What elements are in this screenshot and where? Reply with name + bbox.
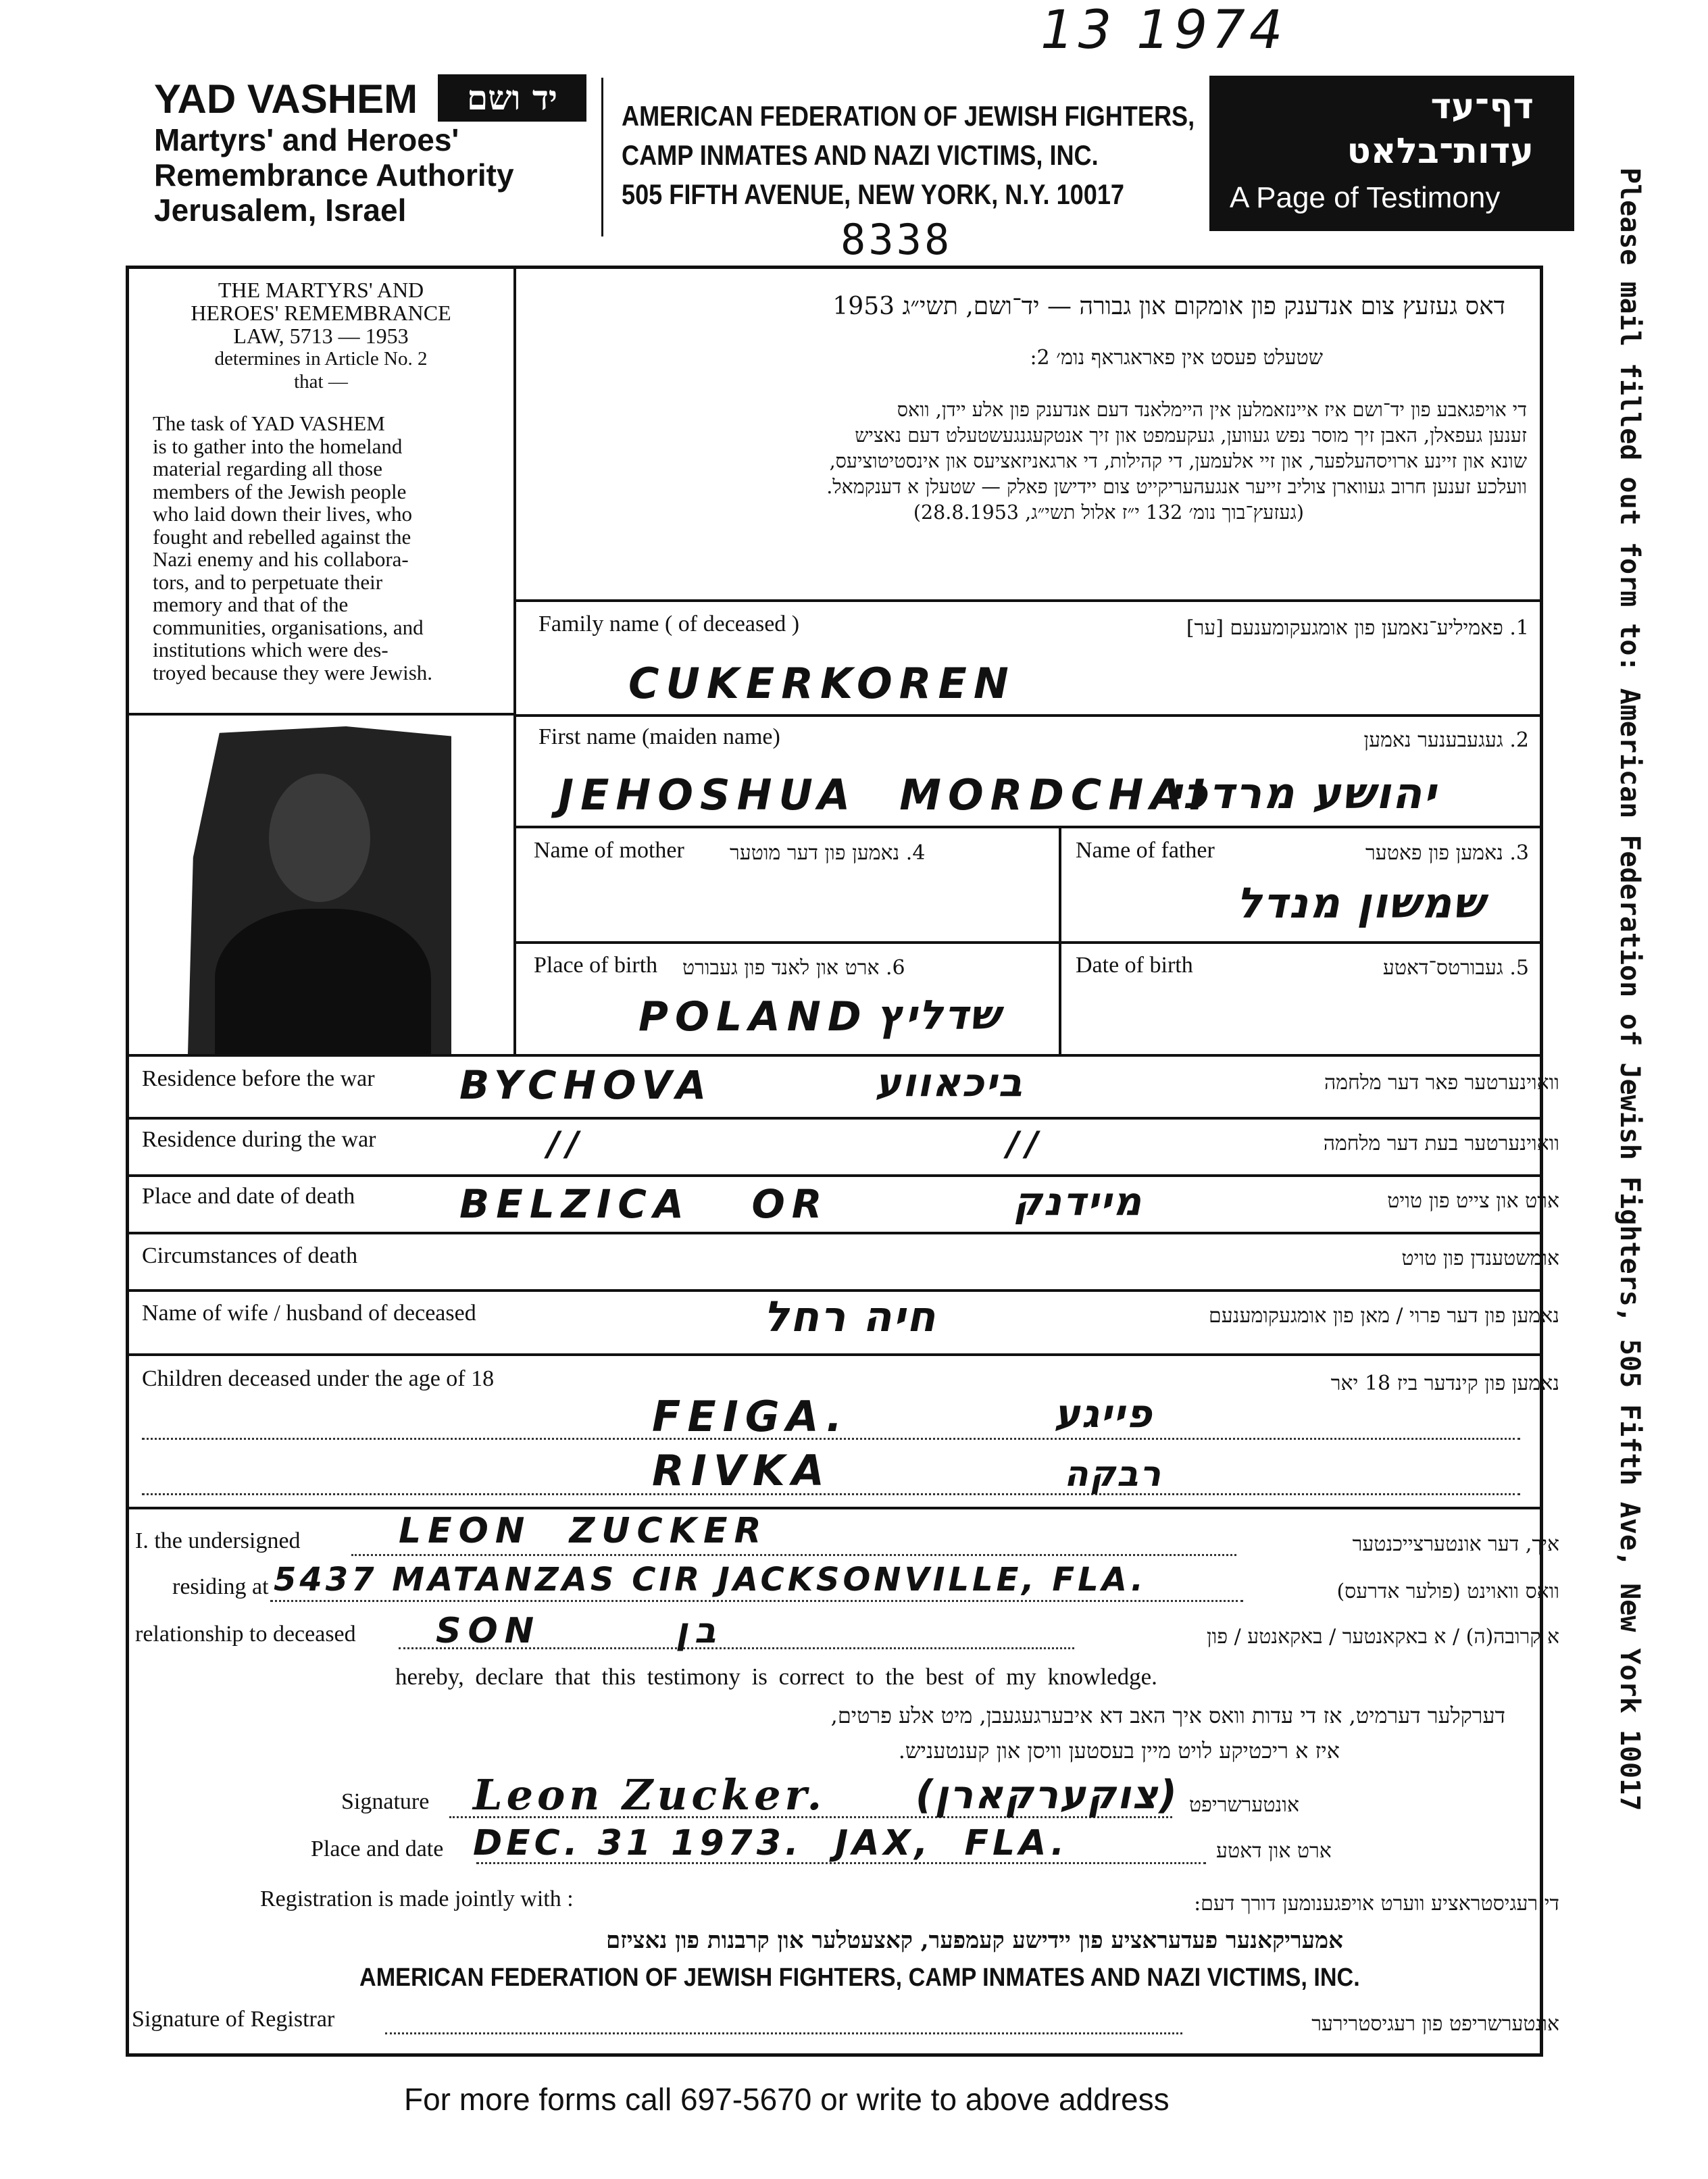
children-line-2 (142, 1493, 1520, 1495)
registrar-signature-label: Signature of Registrar (132, 2007, 335, 2032)
undersigned-label: I. the undersigned (135, 1528, 301, 1553)
law-title-line-4: determines in Article No. 2 (214, 348, 428, 370)
federation-hebrew: אמעריקאנער פעדעראציע פון יידישע קעמפער, קאצעטלער און קרבנות פון נאציזם (606, 1927, 1343, 1954)
federation-line-3: 505 FIFTH AVENUE, NEW YORK, N.Y. 10017 (622, 178, 1125, 210)
rule-residence-before (126, 1054, 1543, 1057)
first-name-label: First name (maiden name) (538, 724, 780, 749)
residing-value: 5437 MATANZAS CIR JACKSONVILLE, FLA. (274, 1561, 1147, 1599)
yad-vashem-hebrew-logo: יד ושם (438, 74, 586, 122)
rule-above-parents (513, 826, 1543, 828)
death-label-hebrew: ארט און צייט פון טויט (1387, 1189, 1559, 1213)
birth-place-label-hebrew: 6. ארט און לאנד פון געבורט (682, 956, 905, 980)
rule-declaration (126, 1507, 1543, 1509)
residence-before-value-hebrew: ביכאווע (875, 1059, 1024, 1105)
parents-divider (1059, 826, 1061, 1055)
law-body-line: Nazi enemy and his collabora- (153, 547, 409, 571)
rule-children (126, 1353, 1543, 1356)
family-name-value: CUKERKOREN (628, 659, 1015, 708)
yiddish-law-body-line: די אויפגאבע פון יד־ושם איז איינזאמלען אין היימלאנד דעם אנדענק פון אלע יידן, וואס (897, 399, 1527, 421)
law-body-line: The task of YAD VASHEM (153, 411, 385, 435)
residing-line (270, 1600, 1243, 1602)
photo-head-shape (269, 774, 370, 902)
undersigned-value: LEON ZUCKER (399, 1511, 768, 1551)
relationship-value-hebrew: בן (676, 1611, 723, 1651)
spouse-label-hebrew: נאמען פון דער פרוי / מאן פון אומגעקומענעם (1209, 1304, 1559, 1328)
undersigned-label-hebrew: איך, דער אונטערצייכנטער (1352, 1532, 1559, 1556)
place-date-value: DEC. 31 1973. JAX, FLA. (473, 1823, 1069, 1863)
residing-label: residing at (172, 1574, 269, 1599)
badge-hebrew-2: עדות־בלאט (1347, 131, 1534, 172)
law-title-line-3: LAW, 5713 — 1953 (233, 324, 409, 348)
law-title (135, 278, 507, 393)
place-date-label: Place and date (311, 1836, 444, 1861)
children-label: Children deceased under the age of 18 (142, 1366, 495, 1391)
signature-value-hebrew: (צוקערקארן) (915, 1772, 1178, 1818)
yiddish-law-body-line: וועלכע זענען חרוב געווארן צוליב זייער אנגעהעריקייט צום יידישן פאלק — שטעלן א דענקמאל. (826, 476, 1527, 498)
footer-text: For more forms call 697-5670 or write to above address (404, 2082, 1170, 2117)
photo-of-deceased (188, 726, 451, 1054)
federation-english: AMERICAN FEDERATION OF JEWISH FIGHTERS, CAMP INMATES AND NAZI VICTIMS, INC. (359, 1963, 1360, 1992)
birth-date-label: Date of birth (1076, 953, 1193, 978)
law-body (153, 412, 497, 684)
rule-circumstances (126, 1232, 1543, 1234)
circumstances-label: Circumstances of death (142, 1243, 358, 1268)
relationship-label: relationship to deceased (135, 1622, 356, 1647)
child-value-1: FEIGA. (652, 1392, 849, 1441)
rule-death (126, 1174, 1543, 1177)
registration-label: Registration is made jointly with : (260, 1886, 574, 1911)
first-name-value: JEHOSHUA MORDCHAI (558, 770, 1212, 820)
left-column-divider (513, 266, 516, 1056)
child-value-2: RIVKA (652, 1446, 831, 1495)
circumstances-label-hebrew: אומשטענדן פון טויט (1401, 1247, 1559, 1270)
yad-vashem-title: YAD VASHEM (154, 76, 418, 122)
registrar-signature-label-hebrew: אונטערשריפט פון רעגיסטרירער (1311, 2012, 1559, 2036)
yiddish-law-line-1: דאס געזעץ צום אנדענק פון אומקום און גבורה — יד־ושם, תשי״ג 1953 (832, 293, 1505, 320)
spouse-label: Name of wife / husband of deceased (142, 1301, 476, 1326)
registration-label-hebrew: די רעגיסטראציע ווערט אויפגענומען דורך דעם: (1194, 1892, 1559, 1915)
spouse-value-hebrew: חיה רחל (763, 1292, 937, 1341)
residence-during-label: Residence during the war (142, 1127, 376, 1152)
signature-label-hebrew: אונטערשריפט (1189, 1793, 1299, 1817)
death-label: Place and date of death (142, 1184, 355, 1209)
residence-during-label-hebrew: וואוינערטער בעת דער מלחמה (1323, 1132, 1559, 1155)
authority-line-2: Remembrance Authority (154, 157, 514, 193)
hereby-declaration-text: hereby, declare that this testimony is correct to the best of my knowledge. (395, 1663, 1157, 1690)
father-name-label: Name of father (1076, 838, 1215, 863)
yiddish-law-body-line: זענען געפאלן, האבן זיך מוסר נפש געווען, געקעמפט און זיך אנטקעגנגעשטעלט דעם נאציש (855, 424, 1527, 447)
place-date-label-hebrew: ארט און דאטע (1216, 1839, 1332, 1863)
law-body-line: communities, organisations, and (153, 615, 424, 639)
federation-line-1: AMERICAN FEDERATION OF JEWISH FIGHTERS, (622, 100, 1195, 132)
family-name-label: Family name ( of deceased ) (538, 611, 800, 636)
law-title-line-2: HEROES' REMEMBRANCE (191, 301, 451, 325)
residence-before-label-hebrew: וואוינערטער פאר דער מלחמה (1324, 1071, 1559, 1095)
signature-value: Leon Zucker. (473, 1770, 826, 1820)
top-annotation-number: 13 1974 (1040, 0, 1287, 61)
law-body-line: material regarding all those (153, 457, 383, 480)
residence-during-value: // (547, 1124, 586, 1163)
hereby-declaration-hebrew-1: דערקלער דערמיט, אז די עדות וואס איך האב דא איבערגעגעבן, מיט אלע פרטים, (830, 1703, 1505, 1728)
undersigned-line (351, 1554, 1236, 1556)
child-value-hebrew-2: רבקה (1064, 1454, 1163, 1495)
residence-during-value-hebrew: // (1007, 1124, 1045, 1163)
father-name-label-hebrew: 3. נאמען פון פאטער (1365, 841, 1529, 865)
rule-above-birth (513, 941, 1543, 944)
death-value-hebrew: מיידנק (1013, 1178, 1143, 1224)
first-name-value-hebrew: יהושע מרדכי (1169, 769, 1438, 819)
law-body-line: memory and that of the (153, 593, 349, 616)
birth-place-label: Place of birth (534, 953, 658, 978)
mother-name-label-hebrew: 4. נאמען פון דער מוטער (730, 841, 926, 865)
yiddish-law-body (534, 397, 1527, 526)
yiddish-law-line-2: שטעלט פעסט אין פאראגראף נומ׳ 2: (1030, 346, 1323, 370)
father-name-value-hebrew: שמשון מנדל (1236, 878, 1486, 928)
yiddish-law-body-line: שונא און זיינע ארויסהעלפער, און זיי אלעמען, די קהילות, די ארגאניזאציעס און אינסטיטוציעס, (829, 450, 1527, 472)
child-value-hebrew-1: פייגע (1054, 1391, 1153, 1436)
authority-line-3: Jerusalem, Israel (154, 193, 407, 228)
federation-line-2: CAMP INMATES AND NAZI VICTIMS, INC. (622, 139, 1099, 171)
law-title-line-5: that — (294, 371, 348, 393)
birth-place-value: POLAND (638, 993, 868, 1041)
serial-number: 8338 (840, 215, 953, 264)
residence-before-label: Residence before the war (142, 1066, 375, 1091)
children-label-hebrew: נאמען פון קינדער ביז 18 יאר (1330, 1372, 1559, 1395)
badge-hebrew-1: דף־עד (1430, 86, 1534, 127)
rule-above-first-name (513, 714, 1543, 717)
page-of-testimony-badge (1209, 76, 1574, 231)
badge-english: A Page of Testimony (1230, 181, 1501, 214)
family-name-label-hebrew: 1. פאמיליע־נאמען פון אומגעקומענעם [ער] (1186, 616, 1529, 640)
law-body-line: tors, and to perpetuate their (153, 570, 383, 594)
first-name-label-hebrew: 2. געגעבענער נאמען (1363, 728, 1529, 752)
hereby-declaration-hebrew-2: איז א ריכטיקע לויט מיין בעסטען וויסן און קענטעניש. (898, 1738, 1340, 1763)
law-box-bottom (126, 713, 515, 716)
yiddish-law-body-line: (געזעץ־בוך נומ׳ 132 י״ז אלול תשי״ג, 28.8.1953) (913, 501, 1304, 524)
residence-before-value: BYCHOVA (459, 1062, 713, 1108)
rule-residence-during (126, 1117, 1543, 1120)
registrar-signature-line (385, 2032, 1182, 2034)
law-body-line: troyed because they were Jewish. (153, 660, 433, 684)
side-mailing-note: Please mail filled out form to: American Federation of Jewish Fighters, 505 Fifth Ave, New York 10017 (1614, 168, 1645, 1811)
authority-line-1: Martyrs' and Heroes' (154, 122, 459, 157)
death-value: BELZICA OR (459, 1181, 829, 1227)
law-body-line: who laid down their lives, who (153, 502, 413, 526)
relationship-label-hebrew: א קרובה(ה) / א באקאנטער / באקאנטע / פון (1207, 1625, 1559, 1649)
birth-date-label-hebrew: 5. געבורטס־דאטע (1382, 956, 1529, 980)
signature-label: Signature (341, 1789, 430, 1814)
law-body-line: members of the Jewish people (153, 479, 407, 503)
residing-label-hebrew: וואס וואוינט (פולער אדרעס) (1336, 1580, 1559, 1603)
header-divider (601, 78, 603, 236)
relationship-value: SON (436, 1611, 541, 1651)
rule-above-family-name (513, 599, 1543, 602)
photo-shoulders-shape (215, 909, 431, 1064)
birth-place-value-hebrew: שדליץ (877, 992, 1001, 1039)
mother-name-label: Name of mother (534, 838, 684, 863)
law-title-line-1: THE MARTYRS' AND (218, 278, 424, 302)
law-body-line: is to gather into the homeland (153, 434, 403, 458)
law-body-line: fought and rebelled against the (153, 524, 411, 549)
law-body-line: institutions which were des- (153, 638, 388, 661)
